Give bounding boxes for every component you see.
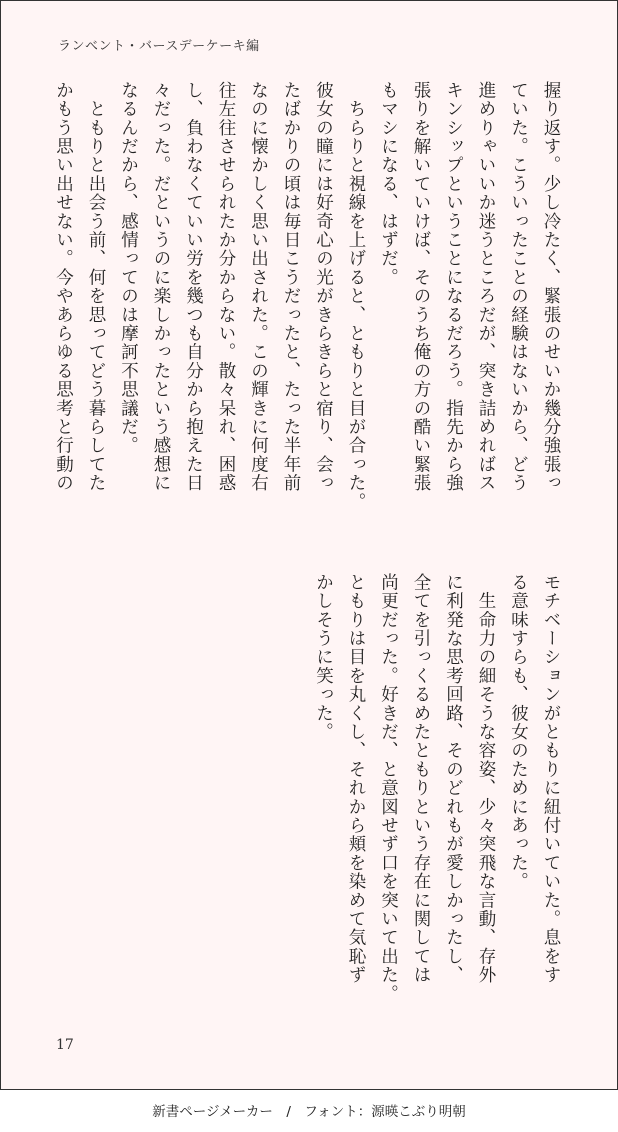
text-line: ちらりと視線を上げると、ともりと目が合った。 — [346, 81, 366, 512]
chapter-title: ランベント・バースデーケーキ編 — [58, 39, 260, 54]
text-line: 往左往させられたか分からない。散々呆れ、困惑 — [216, 81, 236, 493]
text-line: 尚更だった。好きだ、と意図せず口を突いて出た。 — [378, 573, 399, 1004]
text-line: に利発な思考回路、そのどれもが愛しかったし、 — [443, 573, 464, 985]
text-line: 全てを引っくるめたともりという存在に関しては — [411, 573, 431, 985]
text-line: し、負わなくていい労を幾つも自分から抱えた日 — [183, 81, 204, 493]
text-line: 進めりゃいいか迷うところだが、突き詰めればス — [476, 81, 496, 493]
text-line: 彼女の瞳には好奇心の光がきらきらと宿り、会っ — [313, 81, 334, 493]
text-line: かもう思い出せない。今やあらゆる思考と行動の — [53, 81, 74, 493]
text-line: る意味すらも、彼女のためにあった。 — [508, 573, 529, 891]
text-line: ていた。こういったことの経験はないから、どう — [508, 81, 529, 493]
text-block-upper — [47, 81, 567, 521]
text-line: なるんだから、感情ってのは摩訶不思議だ。 — [118, 81, 139, 455]
text-line: たばかりの頃は毎日こうだったと、たった半年前 — [281, 81, 301, 493]
footer-credit: 新書ページメーカー / フォント：源暎こぶり明朝 — [152, 1104, 466, 1120]
text-line: もマシになる、はずだ。 — [378, 81, 399, 287]
text-line: モチベーションがともりに紐付いていた。息をす — [541, 573, 561, 985]
text-line: キンシップということになるだろう。指先から強 — [443, 81, 464, 493]
text-line: ともりは目を丸くし、それから頬を染めて気恥ず — [346, 573, 366, 985]
text-line: なのに懐かしく思い出された。この輝きに何度右 — [248, 81, 269, 493]
text-line: 々だった。だというのに楽しかったという感想に — [151, 81, 171, 493]
text-line: 握り返す。少し冷たく、緊張のせいか幾分強張っ — [541, 81, 561, 493]
text-line: かしそうに笑った。 — [313, 573, 334, 742]
text-line: 張りを解いていけば、そのうち俺の方の酷い緊張 — [411, 81, 431, 493]
text-line: ともりと出会う前、何を思ってどう暮らしてた — [86, 81, 106, 493]
text-block-lower — [307, 573, 567, 1013]
text-line: 生命力の細そうな容姿、少々突飛な言動、存外 — [476, 573, 496, 985]
page-number: 17 — [56, 1037, 74, 1053]
